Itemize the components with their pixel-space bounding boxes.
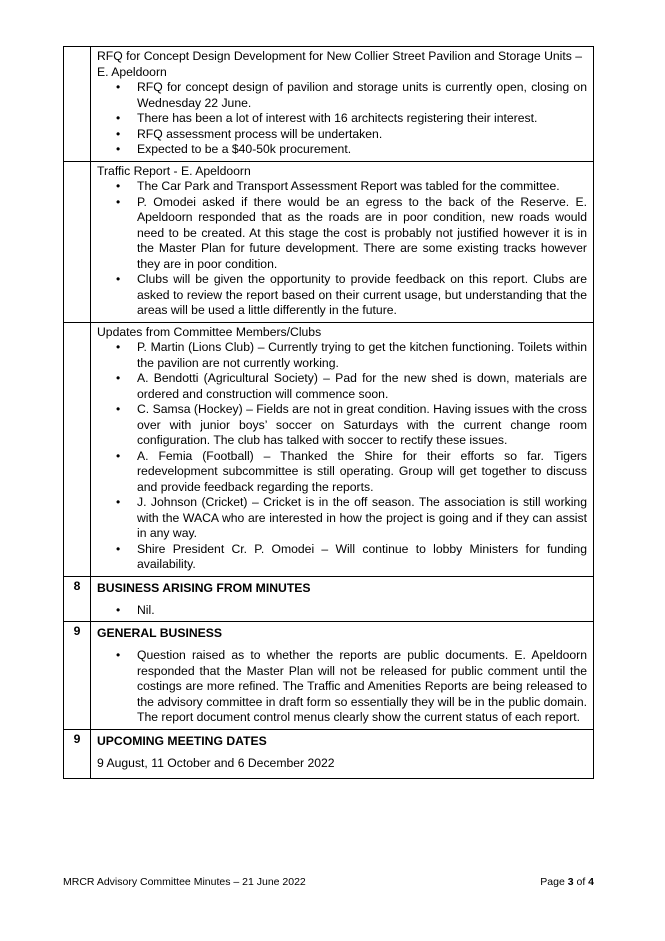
item-number-cell <box>64 47 91 162</box>
updates-section <box>91 322 594 576</box>
item-number: 8 <box>64 576 91 622</box>
table-row-business-arising <box>64 576 594 622</box>
table-row-traffic <box>64 161 594 322</box>
updates-list <box>97 340 587 573</box>
table-row-updates <box>64 322 594 576</box>
minutes-page <box>63 46 594 779</box>
list-item: • The Car Park and Transport Assessment Report was tabled for the committee. <box>137 179 587 195</box>
table-row-general-business <box>64 622 594 730</box>
list-item: • There has been a lot of interest with 16 architects registering their interest. <box>137 111 587 127</box>
upcoming-dates: 9 August, 11 October and 6 December 2022 <box>97 755 335 770</box>
list-item: • Clubs will be given the opportunity to provide feedback on this report. Clubs are asked to review the report based on their current usage, but understanding that the areas will be used a little differently in the future. <box>137 272 587 319</box>
traffic-list <box>97 179 587 319</box>
table-row-rfq <box>64 47 594 162</box>
list-item: • A. Bendotti (Agricultural Society) – Pad for the new shed is down, materials are ordered and construction will commence soon. <box>137 371 587 402</box>
rfq-section <box>91 47 594 162</box>
upcoming-heading: UPCOMING MEETING DATES <box>97 733 267 748</box>
business-arising-heading: BUSINESS ARISING FROM MINUTES <box>97 580 311 595</box>
list-item: • P. Martin (Lions Club) – Currently trying to get the kitchen functioning. Toilets within the pavilion are not currently working. <box>137 340 587 371</box>
footer-page-of: of <box>573 876 589 888</box>
footer-document-title: MRCR Advisory Committee Minutes – 21 June 2022 <box>63 876 306 888</box>
rfq-title: RFQ for Concept Design Development for New Collier Street Pavilion and Storage Units – E. Apeldoorn <box>97 49 583 79</box>
minutes-table <box>63 46 594 779</box>
list-item: • A. Femia (Football) – Thanked the Shire for their efforts so far. Tigers redevelopment subcommittee is still operating. Group will get together to discuss and provide feedback regarding the reports. <box>137 449 587 496</box>
item-number: 9 <box>64 622 91 730</box>
business-arising-list <box>97 603 587 619</box>
general-business-section <box>91 622 594 730</box>
general-business-list <box>97 648 587 726</box>
list-item: • Question raised as to whether the reports are public documents. E. Apeldoorn responded that the Master Plan will not be released for public comment until the costings are more refined. The Traffic and Amenities Reports are being released to the advisory committee in draft form so essentially they will be in the public domain. The report document control menus clearly show the current status of each report. <box>137 648 587 726</box>
traffic-section <box>91 161 594 322</box>
list-item: • P. Omodei asked if there would be an egress to the back of the Reserve. E. Apeldoorn responded that as the roads are in poor condition, new roads would need to be created. At this stage the cost is probably not justified however it is in the Master Plan for future development. There are some existing tracks however they are in poor condition. <box>137 195 587 273</box>
footer-page-total: 4 <box>588 876 594 888</box>
footer-page-current: 3 <box>567 876 574 888</box>
business-arising-section <box>91 576 594 622</box>
list-item: • RFQ for concept design of pavilion and storage units is currently open, closing on Wednesday 22 June. <box>137 80 587 111</box>
item-number: 9 <box>64 729 91 778</box>
list-item: • J. Johnson (Cricket) – Cricket is in the off season. The association is still working with the WACA who are interested in how the project is going and if they can assist in any way. <box>137 495 587 542</box>
item-number-cell <box>64 161 91 322</box>
item-number-cell <box>64 322 91 576</box>
list-item: • Shire President Cr. P. Omodei – Will continue to lobby Ministers for funding availability. <box>137 542 587 573</box>
upcoming-section <box>91 729 594 778</box>
list-item: • C. Samsa (Hockey) – Fields are not in great condition. Having issues with the cross over with junior boys’ soccer on Saturdays with the current change room configuration. The club has talked with soccer to rectify these issues. <box>137 402 587 449</box>
table-row-upcoming <box>64 729 594 778</box>
updates-title: Updates from Committee Members/Clubs <box>97 324 322 339</box>
footer-page-number <box>540 876 594 888</box>
footer-page-label: Page <box>540 876 568 888</box>
list-item: • Expected to be a $40-50k procurement. <box>137 142 587 158</box>
general-business-heading: GENERAL BUSINESS <box>97 626 223 640</box>
list-item: • RFQ assessment process will be undertaken. <box>137 127 587 143</box>
list-item: • Nil. <box>137 603 587 619</box>
traffic-title: Traffic Report - E. Apeldoorn <box>97 163 251 178</box>
rfq-list <box>97 80 587 158</box>
